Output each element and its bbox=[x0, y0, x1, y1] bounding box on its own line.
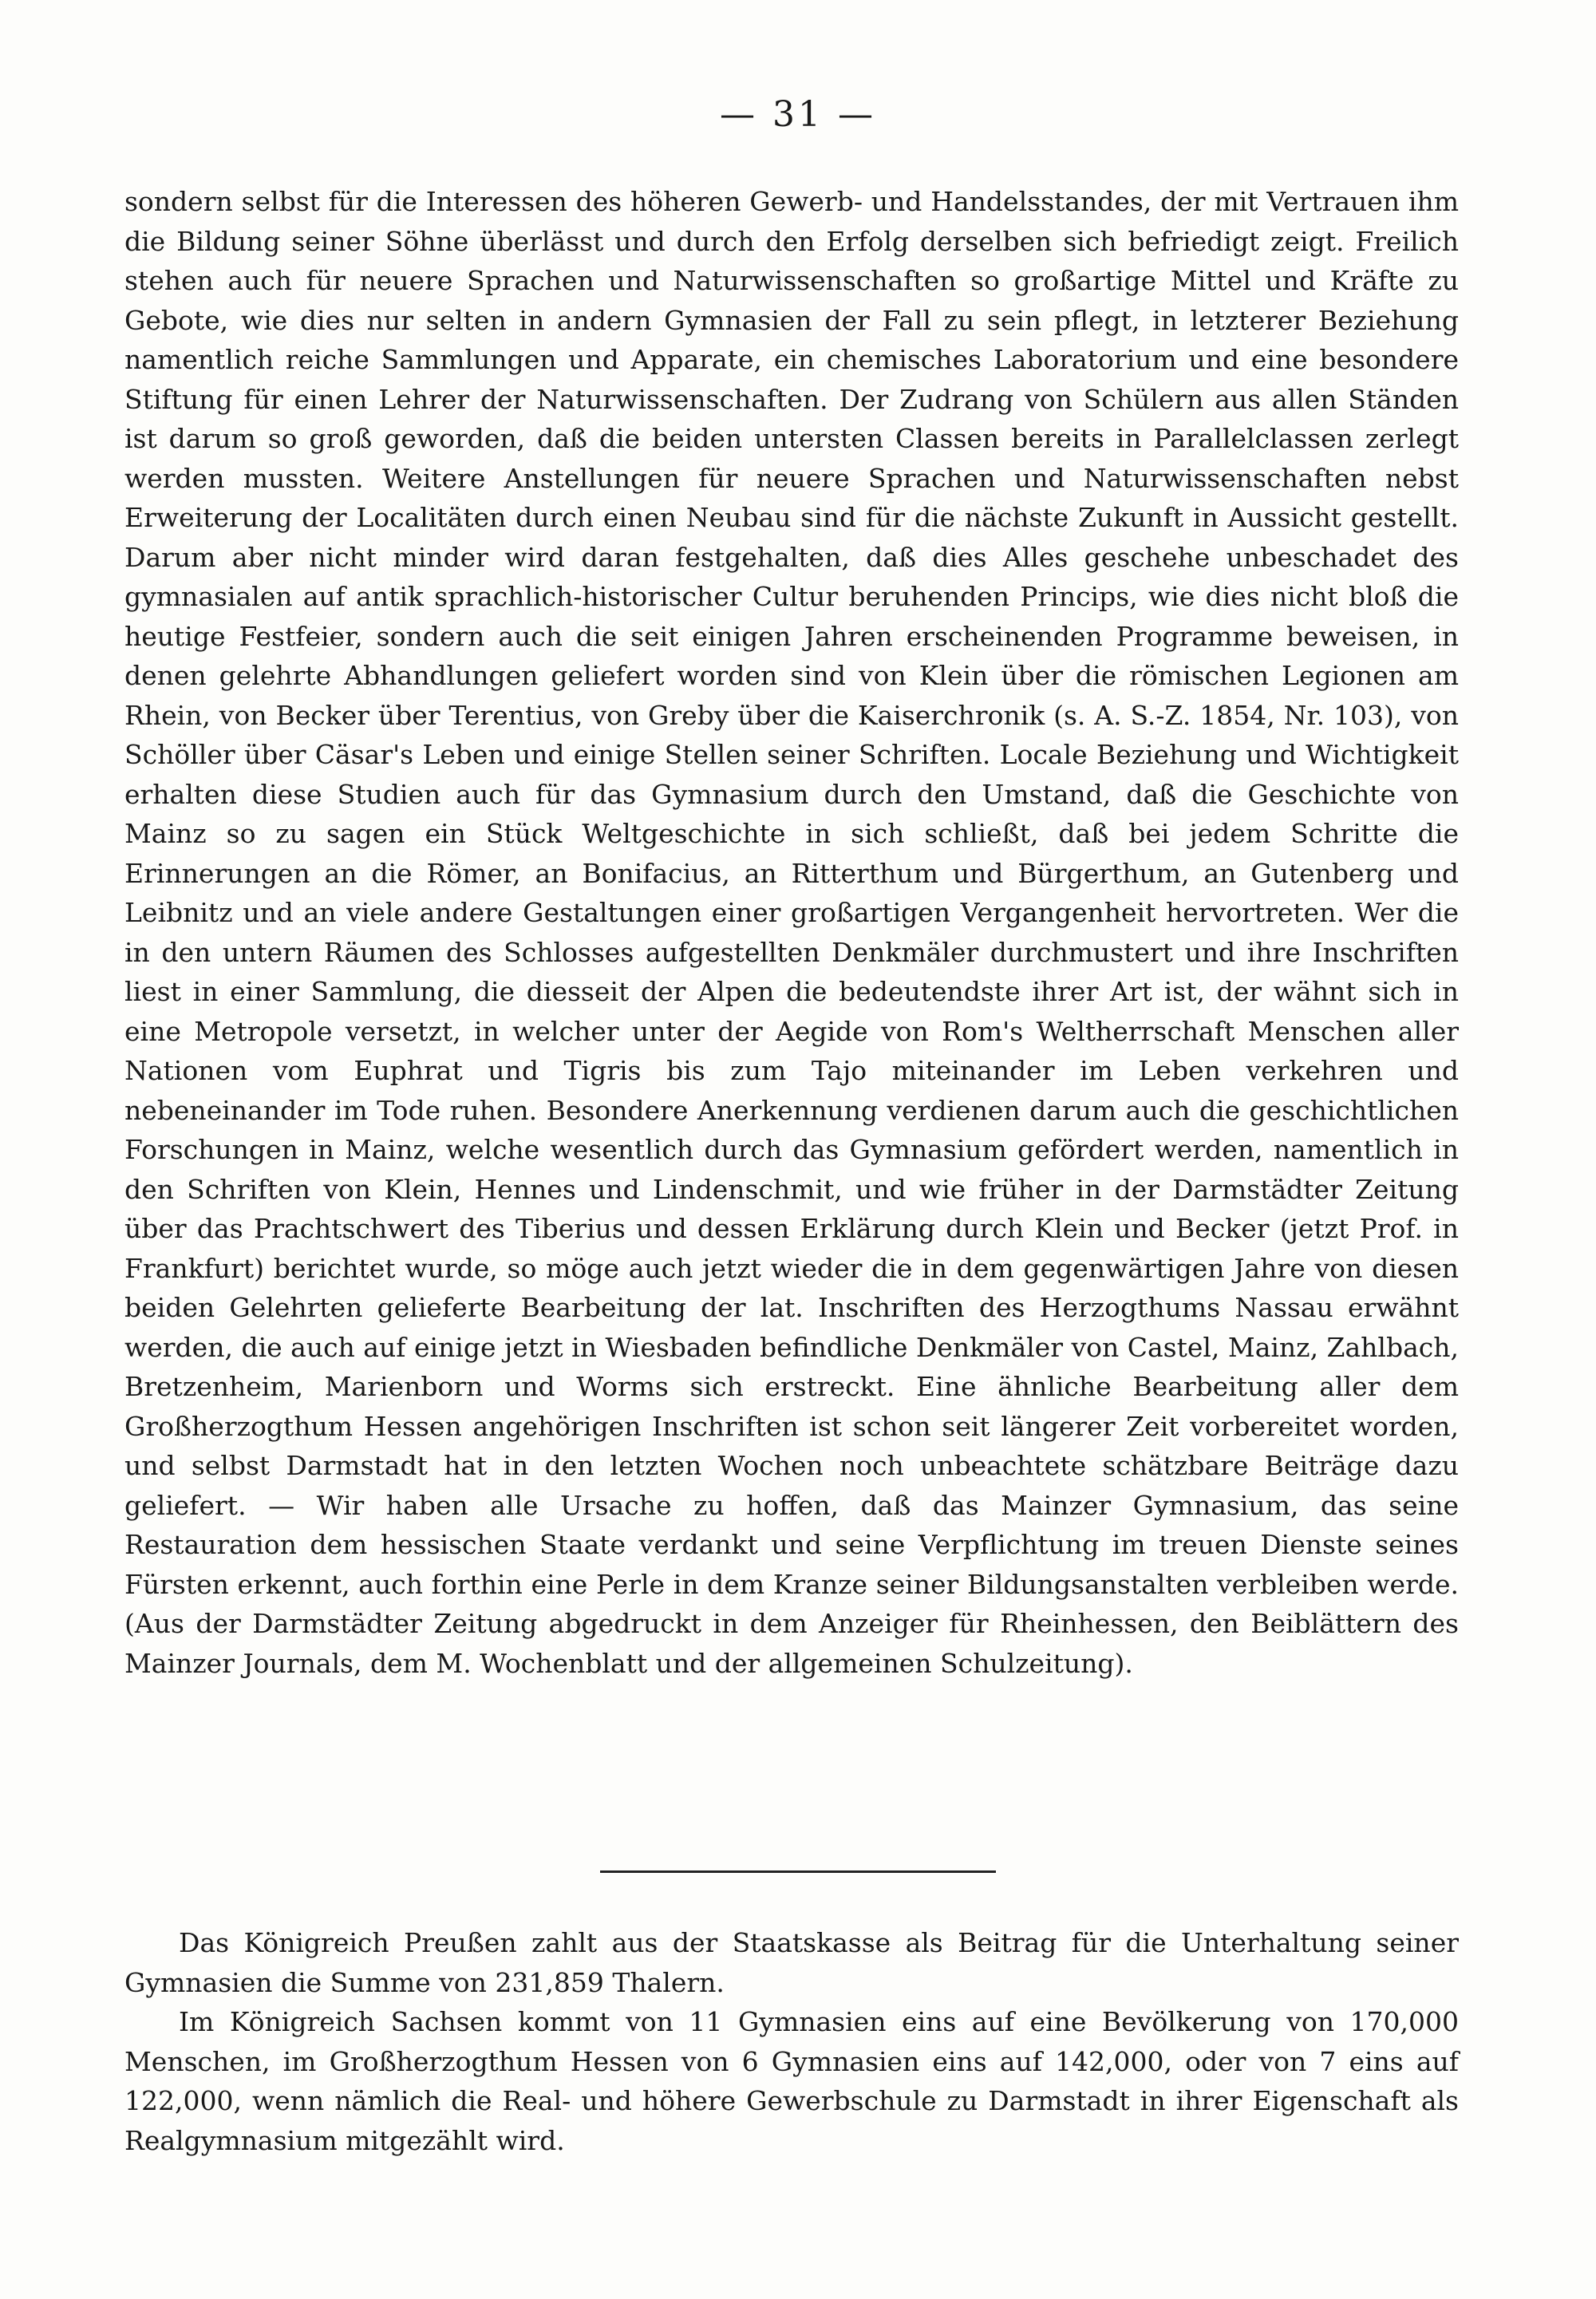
main-text-block bbox=[124, 182, 1459, 1683]
note-paragraph-prussia: Das Königreich Preußen zahlt aus der Staatskasse als Beitrag für die Unterhaltung seiner Gymnasien die Summe von 231,859 Thalern. bbox=[124, 1927, 1459, 1998]
notes-block bbox=[124, 1923, 1459, 2160]
section-divider bbox=[600, 1870, 996, 1873]
main-paragraph: sondern selbst für die Interessen des höheren Gewerb- und Handelsstandes, der mit Vertrauen ihm die Bildung seiner Söhne überlässt und durch den Erfolg derselben sich befriedigt zeigt. Freilich stehen auch für neuere Sprachen und Naturwissenschaften so großartige Mittel und Kräfte zu Gebote, wie dies nur selten in andern Gymnasien der Fall zu sein pflegt, in letzterer Beziehung namentlich reiche Sammlungen und Apparate, ein chemisches Laboratorium und eine besondere Stiftung für einen Lehrer der Naturwissenschaften. Der Zudrang von Schülern aus allen Ständen ist darum so groß geworden, daß die beiden untersten Classen bereits in Parallelclassen zerlegt werden mussten. Weitere Anstellungen für neuere Sprachen und Naturwissenschaften nebst Erweiterung der Localitäten durch einen Neubau sind für die nächste Zukunft in Aussicht gestellt. Darum aber nicht minder wird daran festgehalten, daß dies Alles geschehe unbeschadet des gymnasialen auf antik sprachlich-historischer Cultur beruhenden Princips, wie dies nicht bloß die heutige Festfeier, sondern auch die seit einigen Jahren erscheinenden Programme beweisen, in denen gelehrte Abhandlungen geliefert worden sind von Klein über die römischen Legionen am Rhein, von Becker über Terentius, von Greby über die Kaiserchronik (s. A. S.-Z. 1854, Nr. 103), von Schöller über Cäsar's Leben und einige Stellen seiner Schriften. Locale Beziehung und Wichtigkeit erhalten diese Studien auch für das Gymnasium durch den Umstand, daß die Geschichte von Mainz so zu sagen ein Stück Weltgeschichte in sich schließt, daß bei jedem Schritte die Erinnerungen an die Römer, an Bonifacius, an Ritterthum und Bürgerthum, an Gutenberg und Leibnitz und an viele andere Gestaltungen einer großartigen Vergangenheit hervortreten. Wer die in den untern Räumen des Schlosses aufgestellten Denkmäler durchmustert und ihre Inschriften liest in einer Sammlung, die diesseit der Alpen die bedeutendste ihrer Art ist, der wähnt sich in eine Metropole versetzt, in welcher unter der Aegide von Rom's Weltherrschaft Menschen aller Nationen vom Euphrat und Tigris bis zum Tajo miteinander im Leben verkehren und nebeneinander im Tode ruhen. Besondere Anerkennung verdienen darum auch die geschichtlichen Forschungen in Mainz, welche wesentlich durch das Gymnasium gefördert werden, namentlich in den Schriften von Klein, Hennes und Lindenschmit, und wie früher in der Darmstädter Zeitung über das Prachtschwert des Tiberius und dessen Erklärung durch Klein und Becker (jetzt Prof. in Frankfurt) berichtet wurde, so möge auch jetzt wieder die in dem gegenwärtigen Jahre von diesen beiden Gelehrten gelieferte Bearbeitung der lat. Inschriften des Herzogthums Nassau erwähnt werden, die auch auf einige jetzt in Wiesbaden befindliche Denkmäler von Castel, Mainz, Zahlbach, Bretzenheim, Marienborn und Worms sich erstreckt. Eine ähnliche Bearbeitung aller dem Großherzogthum Hessen angehörigen Inschriften ist schon seit längerer Zeit vorbereitet worden, und selbst Darmstadt hat in den letzten Wochen noch unbeachtete schätzbare Beiträge dazu geliefert. — Wir haben alle Ursache zu hoffen, daß das Mainzer Gymnasium, das seine Restauration dem hessischen Staate verdankt und seine Verpflichtung im treuen Dienste seines Fürsten erkennt, auch forthin eine Perle in dem Kranze seiner Bildungsanstalten verbleiben werde. (Aus der Darmstädter Zeitung abgedruckt in dem Anzeiger für Rheinhessen, den Beiblättern des Mainzer Journals, dem M. Wochenblatt und der allgemeinen Schulzeitung). bbox=[124, 186, 1459, 1679]
note-paragraph-saxony-hesse: Im Königreich Sachsen kommt von 11 Gymnasien eins auf eine Bevölkerung von 170,000 Menschen, im Großherzogthum Hessen von 6 Gymnasien eins auf 142,000, oder von 7 eins auf 122,000, wenn nämlich die Real- und höhere Gewerbschule zu Darmstadt in ihrer Eigenschaft als Realgymnasium mitgezählt wird. bbox=[124, 2006, 1459, 2156]
page-number: — 31 — bbox=[720, 94, 876, 135]
